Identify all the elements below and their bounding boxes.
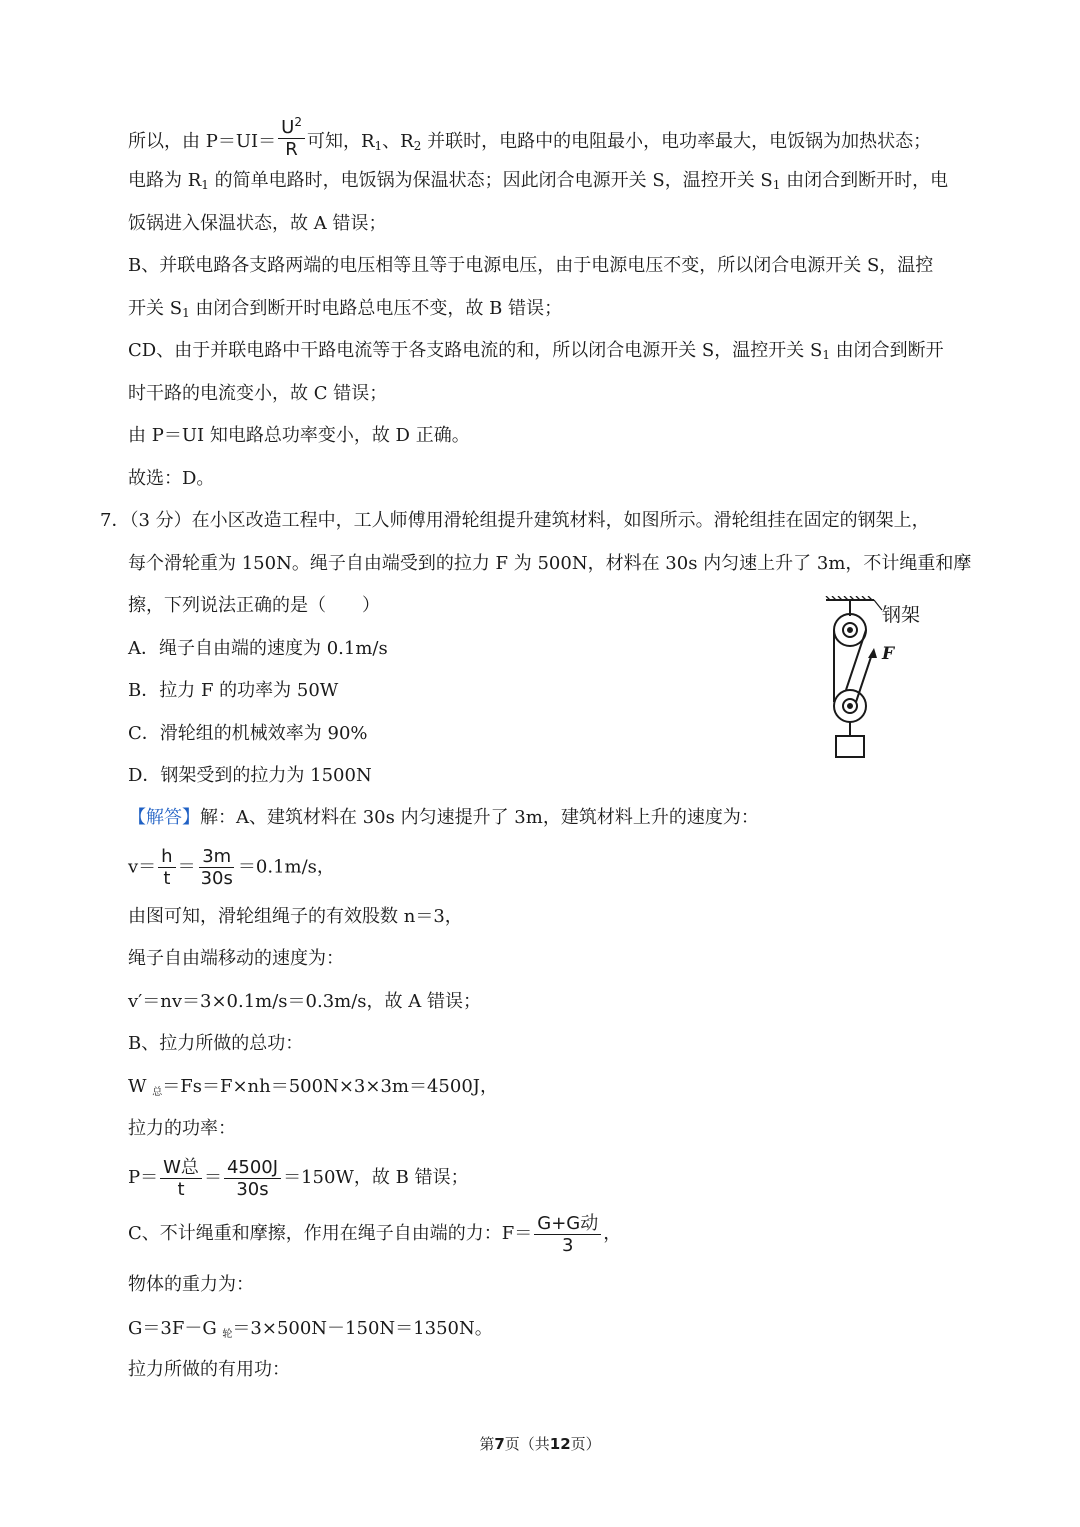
load-block (836, 736, 864, 757)
pulley-diagram (822, 596, 956, 760)
fraction-h-over-t: $\frac{h}{t}$ (158, 846, 175, 889)
power-formula: P＝ $\frac{\text{W总}}{t}$ ＝ $\frac{4500J}{30s}$ ＝150W，故 B 错误； (128, 1156, 469, 1200)
question-7-line-1: 7．（3 分）在小区改造工程中，工人师傅用滑轮组提升建筑材料，如图所示。滑轮组挂在固定的钢架上， (100, 510, 930, 531)
answer-line-b: B、拉力所做的总功： (128, 1033, 304, 1054)
solution-line-2: 电路为 $R_1$ 的简单电路时，电饭锅为保温状态；因此闭合电源开关 S，温控开关 $S_1$ 由闭合到断开时，电 (128, 170, 949, 192)
label-leader-line (874, 600, 882, 610)
page-footer: 第7页（共12页） (479, 1435, 601, 1453)
answer-line-1: 【解答】解：A、建筑材料在 30s 内匀速提升了 3m，建筑材料上升的速度为： (128, 807, 759, 828)
answer-tag: 【解答】 (128, 807, 200, 828)
answer-line-useful-work: 拉力所做的有用功： (128, 1359, 290, 1380)
velocity-formula: v＝ $\frac{h}{t}$ ＝ $\frac{3m}{30s}$ ＝0.1m/s， (128, 846, 335, 889)
fraction-u2-over-r: $\frac{U^2}{R}$ (278, 112, 305, 160)
option-d: D．钢架受到的拉力为 1500N (128, 765, 372, 786)
fraction-4500j-over-30s: $\frac{4500J}{30s}$ (224, 1157, 281, 1200)
frame-label: 钢架 (882, 604, 921, 626)
gravity-formula: G＝3F－G $_轮$＝3×500N－150N＝1350N。 (128, 1318, 493, 1340)
solution-line-7: 时干路的电流变小，故 C 错误； (128, 383, 388, 404)
answer-choice-line: 故选：D。 (128, 468, 215, 489)
total-pages-number: 12 (549, 1435, 571, 1453)
force-label: F (882, 644, 895, 664)
question-7-line-3: 擦，下列说法正确的是（ ） (128, 595, 380, 616)
force-arrow (868, 648, 877, 658)
answer-line-rope-speed: 绳子自由端移动的速度为： (128, 948, 344, 969)
total-work-formula: W $_总$＝Fs＝F×nh＝500N×3×3m＝4500J， (128, 1076, 498, 1098)
solution-line-6: CD、由于并联电路中干路电流等于各支路电流的和，所以闭合电源开关 S，温控开关 $S_1$ 由闭合到断开 (128, 340, 944, 362)
current-page-number: 7 (494, 1435, 505, 1453)
fraction-w-over-t: $\frac{\text{W总}}{t}$ (160, 1157, 202, 1200)
fraction-3m-over-30s: $\frac{3m}{30s}$ (200, 846, 233, 889)
solution-line-5: 开关 $S_1$ 由闭合到断开时电路总电压不变，故 B 错误； (128, 298, 563, 320)
answer-line-n: 由图可知，滑轮组绳子的有效股数 n＝3， (128, 906, 463, 927)
answer-line-v2: v′＝nv＝3×0.1m/s＝0.3m/s，故 A 错误； (128, 991, 481, 1012)
fraction-g-plus-gdong-over-3: $\frac{\text{G+G动}}{3}$ (534, 1213, 601, 1256)
answer-line-gravity: 物体的重力为： (128, 1274, 254, 1295)
solution-line-1: 所以，由 P＝UI＝ $\frac{U^2}{R}$ 可知，$R_1$、$R_2$ 并联时，电路中的电阻最小，电功率最大，电饭锅为加热状态； (128, 118, 931, 166)
option-b: B．拉力 F 的功率为 50W (128, 680, 339, 701)
force-formula: C、不计绳重和摩擦，作用在绳子自由端的力：F＝ $\frac{\text{G+G动}}{3}$ ， (128, 1212, 622, 1256)
option-a: A．绳子自由端的速度为 0.1m/s (128, 638, 388, 659)
solution-line-8: 由 P＝UI 知电路总功率变小，故 D 正确。 (128, 425, 470, 446)
solution-line-3: 饭锅进入保温状态，故 A 错误； (128, 213, 387, 234)
solution-line-4: B、并联电路各支路两端的电压相等且等于电源电压，由于电源电压不变，所以闭合电源开关 S，温控 (128, 255, 934, 276)
rope-free-end (856, 654, 872, 702)
option-c: C．滑轮组的机械效率为 90% (128, 723, 368, 744)
answer-line-power: 拉力的功率： (128, 1118, 236, 1139)
question-7-line-2: 每个滑轮重为 150N。绳子自由端受到的拉力 F 为 500N，材料在 30s 内匀速上升了 3m，不计绳重和摩 (128, 553, 972, 574)
